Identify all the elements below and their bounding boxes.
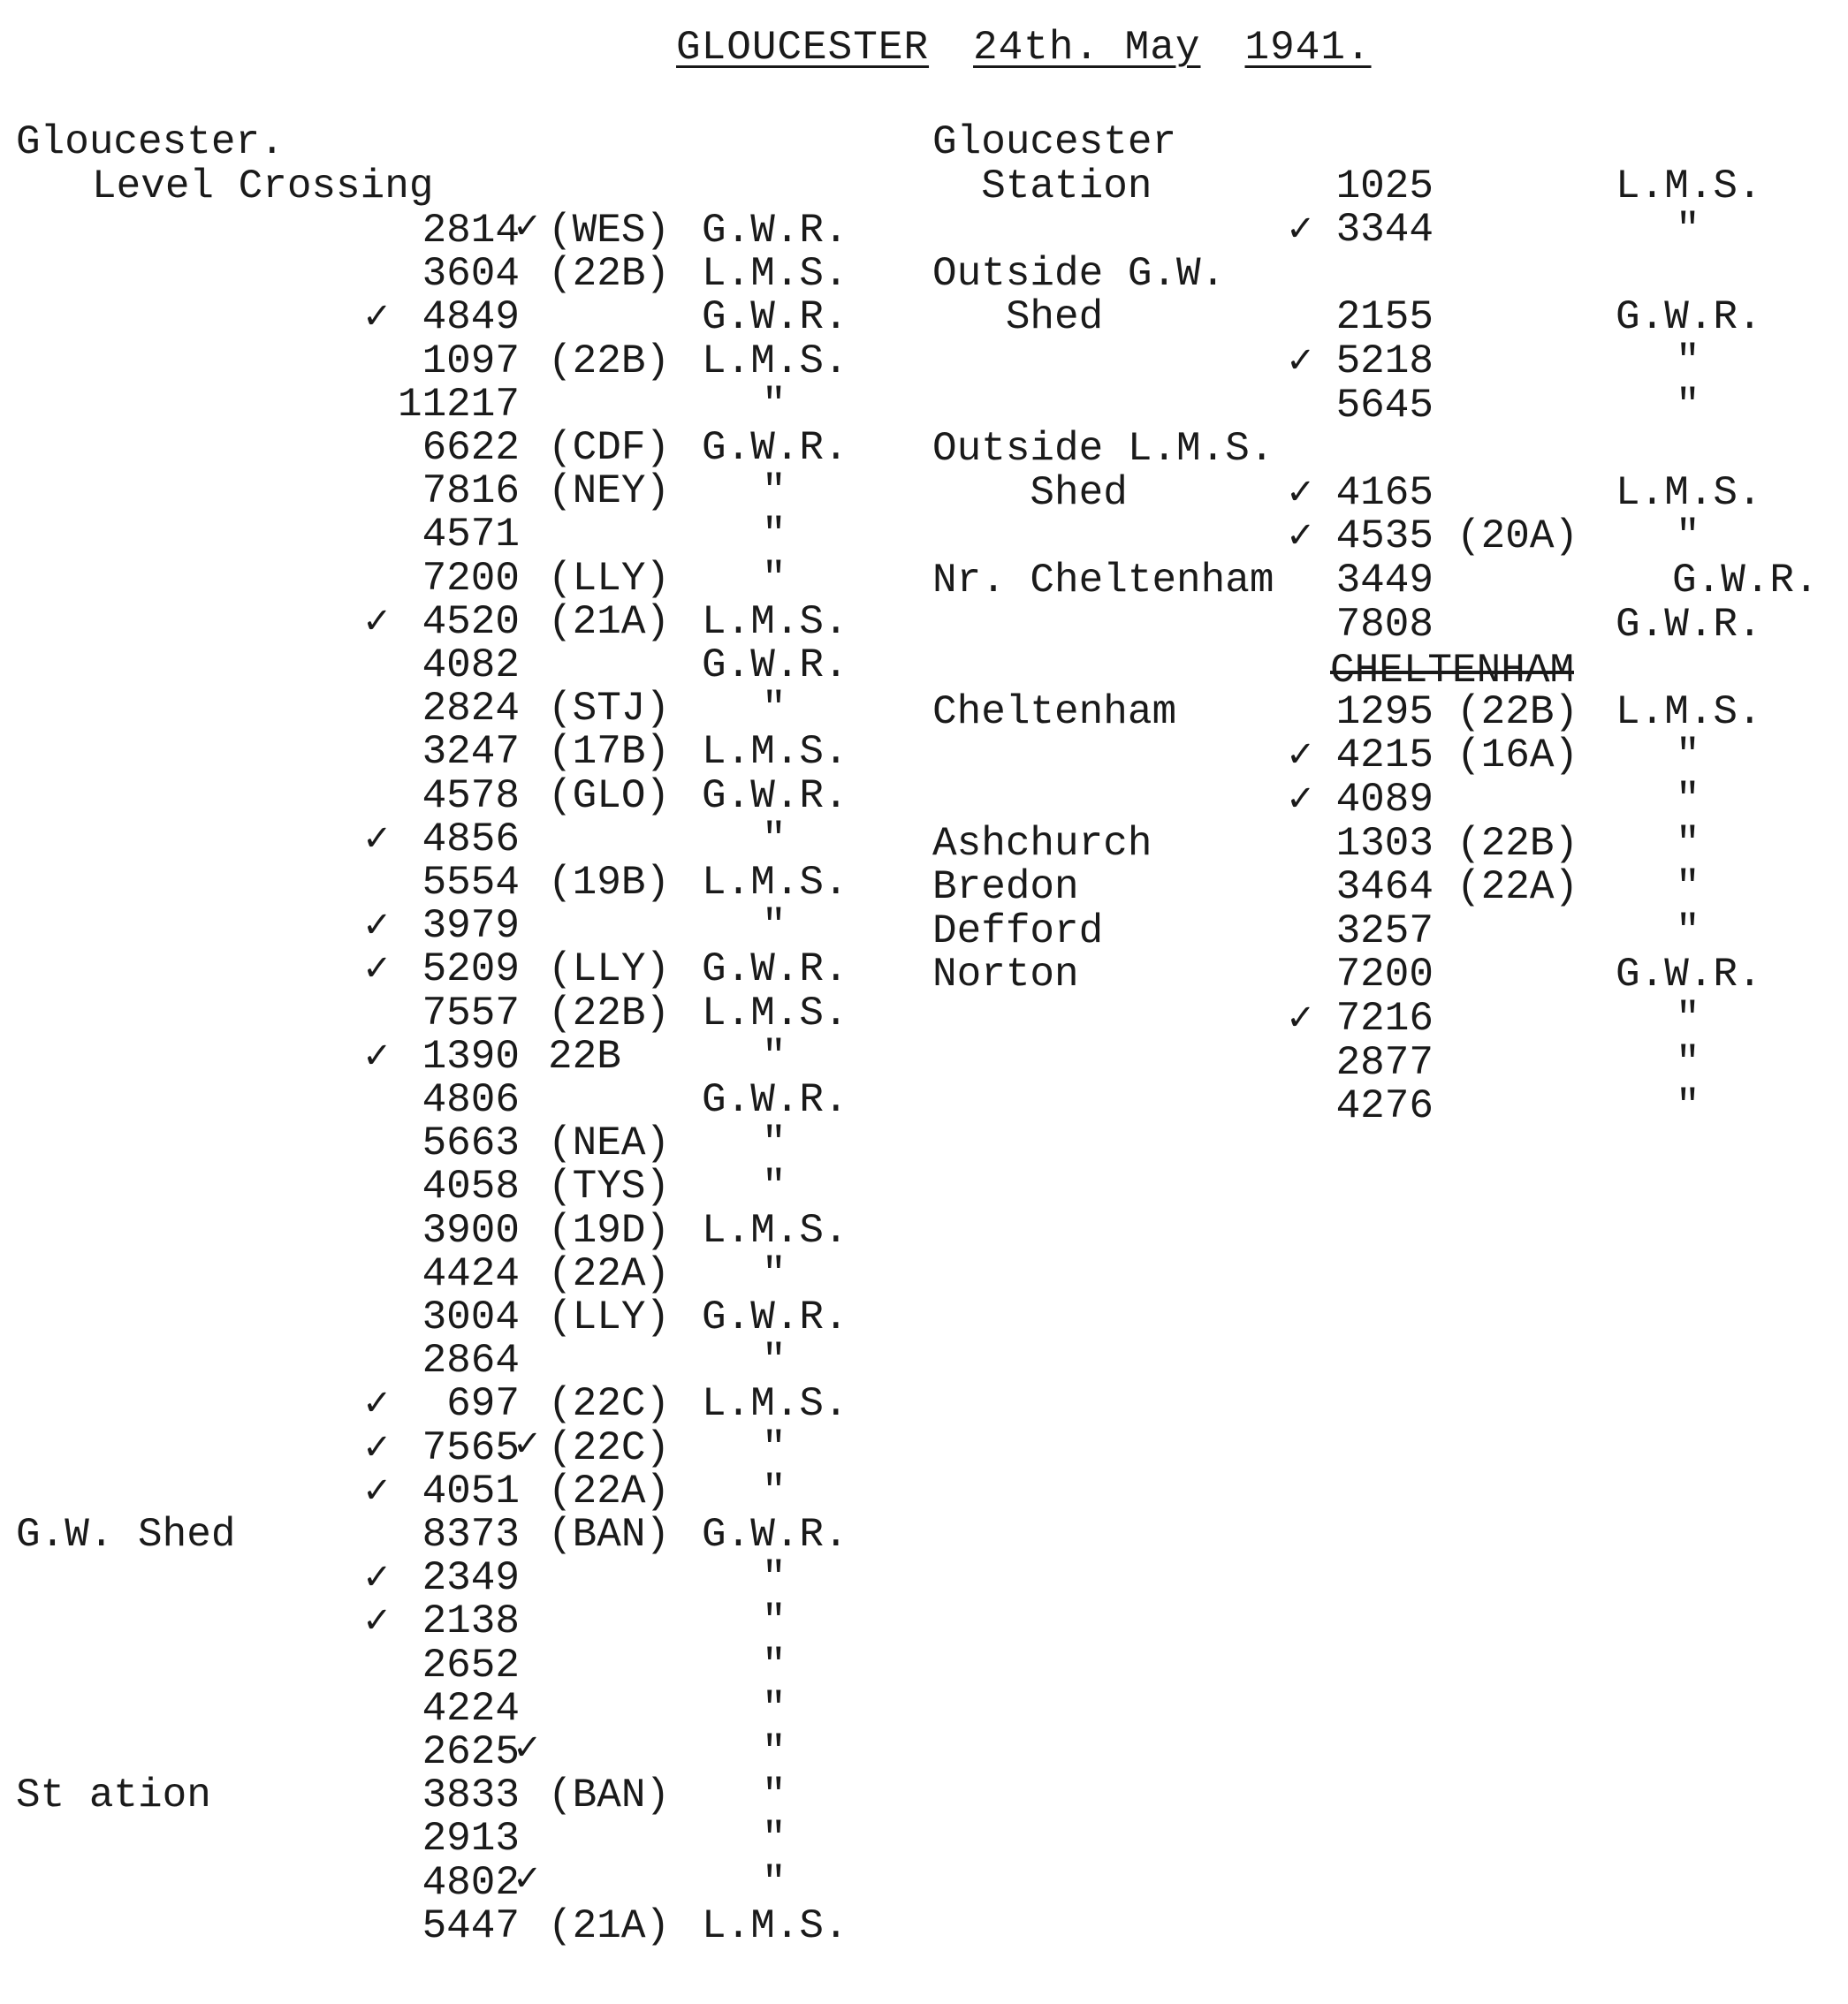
location-label: Station [932, 163, 1152, 209]
shed-code: (STJ) [548, 686, 671, 732]
railway-company: G.W.R. [702, 946, 848, 992]
railway-company: " [762, 1034, 787, 1080]
railway-company: " [1676, 1040, 1700, 1086]
railway-company: " [1676, 908, 1700, 954]
shed-code: (TYS) [548, 1164, 671, 1210]
engine-number: 2864 [422, 1338, 520, 1384]
engine-number: 2652 [422, 1643, 520, 1689]
railway-company: " [762, 686, 787, 732]
page-title [676, 25, 1372, 71]
shed-code: (LLY) [548, 556, 671, 602]
railway-company: " [762, 1120, 787, 1166]
railway-company: L.M.S. [702, 338, 848, 384]
left-heading-1: Gloucester. [16, 119, 285, 165]
tick-mark: ✓ [513, 1727, 543, 1768]
railway-company: " [762, 1772, 787, 1818]
railway-company: " [1676, 383, 1700, 429]
shed-code: (22A) [1456, 864, 1579, 910]
shed-code: (22A) [548, 1469, 671, 1514]
location-label: Outside L.M.S. [932, 426, 1274, 472]
engine-number: 3604 [422, 251, 520, 297]
railway-company: L.M.S. [702, 1208, 848, 1254]
engine-number: 5218 [1335, 338, 1434, 384]
engine-number: 4571 [422, 512, 520, 558]
engine-number: 4578 [422, 773, 520, 819]
railway-company: " [762, 1251, 787, 1297]
railway-company: " [1676, 513, 1700, 559]
shed-code: (19B) [548, 860, 671, 906]
railway-company: " [762, 1643, 787, 1689]
check-mark: ✓ [362, 296, 392, 337]
railway-company: " [1676, 821, 1700, 867]
engine-number: 4424 [422, 1251, 520, 1297]
check-mark: ✓ [362, 1036, 392, 1076]
engine-number: 1295 [1335, 689, 1434, 735]
location-label: Outside G.W. [932, 251, 1226, 297]
check-mark: ✓ [362, 905, 392, 945]
check-mark: ✓ [1286, 778, 1316, 819]
check-mark: ✓ [362, 1600, 392, 1641]
engine-number: 7200 [422, 556, 520, 602]
engine-number: 4849 [422, 294, 520, 340]
engine-number: 4089 [1335, 777, 1434, 823]
engine-number: 4856 [422, 816, 520, 862]
engine-number: 3464 [1335, 864, 1434, 910]
title-date: 24th. May [973, 25, 1201, 71]
engine-number: 8373 [422, 1512, 520, 1558]
shed-code: (16A) [1456, 733, 1579, 778]
engine-number: 1025 [1335, 163, 1434, 209]
railway-company: G.W.R. [1616, 602, 1762, 648]
engine-number: 3833 [422, 1772, 520, 1818]
railway-company: " [762, 1164, 787, 1210]
location-label: Nr. Cheltenham [932, 558, 1274, 603]
check-mark: ✓ [1286, 734, 1316, 775]
check-mark: ✓ [1286, 998, 1316, 1038]
railway-company: L.M.S. [702, 991, 848, 1036]
location-label: G.W. Shed [16, 1512, 236, 1558]
railway-company: L.M.S. [1616, 470, 1762, 516]
engine-number: 5645 [1335, 383, 1434, 429]
location-label: Bredon [932, 864, 1079, 910]
engine-number: 2913 [422, 1816, 520, 1862]
title-place: GLOUCESTER [676, 25, 930, 71]
railway-company: G.W.R. [702, 1512, 848, 1558]
engine-number: 2824 [422, 686, 520, 732]
shed-code: (CDF) [548, 425, 671, 471]
railway-company: G.W.R. [702, 208, 848, 254]
shed-code: (WES) [548, 208, 671, 254]
railway-company: L.M.S. [702, 1903, 848, 1949]
tick-mark: ✓ [513, 1423, 543, 1464]
railway-company: " [762, 1469, 787, 1514]
check-mark: ✓ [362, 1427, 392, 1468]
shed-code: (21A) [548, 1903, 671, 1949]
left-heading-2: Level Crossing [92, 163, 434, 209]
shed-code: (22B) [1456, 821, 1579, 867]
railway-company: L.M.S. [702, 860, 848, 906]
railway-company: " [762, 1729, 787, 1775]
shed-code: (22B) [548, 991, 671, 1036]
railway-company: " [762, 1686, 787, 1732]
check-mark: ✓ [362, 601, 392, 641]
railway-company: L.M.S. [1616, 689, 1762, 735]
tick-mark: ✓ [513, 1858, 543, 1899]
engine-number: 3979 [422, 903, 520, 949]
shed-code: (NEY) [548, 468, 671, 514]
railway-company: " [762, 1338, 787, 1384]
check-mark: ✓ [362, 948, 392, 989]
engine-number: 3344 [1335, 207, 1434, 253]
engine-number: 7808 [1335, 602, 1434, 648]
railway-company: L.M.S. [702, 251, 848, 297]
engine-number: 6622 [422, 425, 520, 471]
engine-number: 4224 [422, 1686, 520, 1732]
engine-number: 2877 [1335, 1040, 1434, 1086]
railway-company: G.W.R. [702, 773, 848, 819]
engine-number: 5663 [422, 1120, 520, 1166]
shed-code: (20A) [1456, 513, 1579, 559]
engine-number: 7816 [422, 468, 520, 514]
engine-number: 11217 [397, 382, 520, 428]
engine-number: 2814 [422, 208, 520, 254]
railway-company: G.W.R. [702, 425, 848, 471]
railway-company: " [1676, 777, 1700, 823]
shed-code: (19D) [548, 1208, 671, 1254]
shed-code: (22A) [548, 1251, 671, 1297]
railway-company: " [1676, 996, 1700, 1042]
engine-number: 3449 [1335, 558, 1434, 603]
location-label: Norton [932, 952, 1079, 998]
engine-number: 1303 [1335, 821, 1434, 867]
shed-code: 22B [548, 1034, 621, 1080]
railway-company: " [762, 1555, 787, 1601]
engine-number: 4058 [422, 1164, 520, 1210]
engine-number: 3257 [1335, 908, 1434, 954]
check-mark: ✓ [362, 818, 392, 859]
railway-company: L.M.S. [702, 729, 848, 775]
railway-company: " [762, 903, 787, 949]
engine-number: 2138 [422, 1598, 520, 1644]
engine-number: 7565 [422, 1425, 520, 1471]
shed-code: (22B) [548, 251, 671, 297]
engine-number: 4165 [1335, 470, 1434, 516]
check-mark: ✓ [1286, 209, 1316, 249]
title-year: 1941. [1244, 25, 1372, 71]
location-label: St ation [16, 1772, 211, 1818]
railway-company: " [1676, 864, 1700, 910]
location-label: Cheltenham [932, 689, 1177, 735]
shed-code: (22C) [548, 1381, 671, 1427]
railway-company: " [762, 512, 787, 558]
railway-company: G.W.R. [702, 1077, 848, 1123]
struck-text: CHELTENHAM [1330, 648, 1575, 694]
check-mark: ✓ [1286, 340, 1316, 381]
location-label: Shed [932, 470, 1128, 516]
location-label: Gloucester [932, 119, 1177, 165]
location-label: Defford [932, 908, 1104, 954]
railway-company: " [762, 1860, 787, 1906]
engine-number: 1390 [422, 1034, 520, 1080]
check-mark: ✓ [1286, 472, 1316, 512]
engine-number: 4082 [422, 642, 520, 688]
engine-number: 2625 [422, 1729, 520, 1775]
railway-company: " [1676, 207, 1700, 253]
railway-company: " [762, 468, 787, 514]
railway-company: " [1676, 733, 1700, 778]
check-mark: ✓ [362, 1470, 392, 1511]
railway-company: L.M.S. [1616, 163, 1762, 209]
shed-code: (LLY) [548, 946, 671, 992]
engine-number: 3247 [422, 729, 520, 775]
railway-company: " [762, 1598, 787, 1644]
railway-company: G.W.R. [702, 294, 848, 340]
engine-number: 5209 [422, 946, 520, 992]
engine-number: 4276 [1335, 1083, 1434, 1129]
location-label: Ashchurch [932, 821, 1152, 867]
check-mark: ✓ [1286, 515, 1316, 556]
engine-number: 5447 [422, 1903, 520, 1949]
engine-number: 4806 [422, 1077, 520, 1123]
railway-company: L.M.S. [702, 599, 848, 645]
check-mark: ✓ [362, 1383, 392, 1423]
shed-code: (17B) [548, 729, 671, 775]
engine-number: 2155 [1335, 294, 1434, 340]
engine-number: 4802 [422, 1860, 520, 1906]
shed-code: (BAN) [548, 1512, 671, 1558]
shed-code: (22B) [548, 338, 671, 384]
engine-number: 2349 [422, 1555, 520, 1601]
railway-company: " [762, 1816, 787, 1862]
shed-code: (GLO) [548, 773, 671, 819]
engine-number: 5554 [422, 860, 520, 906]
railway-company: " [762, 1425, 787, 1471]
railway-company: " [762, 816, 787, 862]
engine-number: 4215 [1335, 733, 1434, 778]
engine-number: 7557 [422, 991, 520, 1036]
engine-number: 3004 [422, 1294, 520, 1340]
railway-company: " [762, 382, 787, 428]
check-mark: ✓ [362, 1557, 392, 1598]
engine-number: 4535 [1335, 513, 1434, 559]
engine-number: 697 [446, 1381, 520, 1427]
shed-code: (22C) [548, 1425, 671, 1471]
shed-code: (NEA) [548, 1120, 671, 1166]
tick-mark: ✓ [513, 206, 543, 247]
engine-number: 7200 [1335, 952, 1434, 998]
engine-number: 4051 [422, 1469, 520, 1514]
location-label: Shed [932, 294, 1104, 340]
railway-company: " [1676, 1083, 1700, 1129]
engine-number: 4520 [422, 599, 520, 645]
shed-code: (21A) [548, 599, 671, 645]
shed-code: (BAN) [548, 1772, 671, 1818]
railway-company: G.W.R. [1616, 294, 1762, 340]
engine-number: 1097 [422, 338, 520, 384]
engine-number: 7216 [1335, 996, 1434, 1042]
railway-company: G.W.R. [702, 642, 848, 688]
engine-number: 3900 [422, 1208, 520, 1254]
railway-company: " [1676, 338, 1700, 384]
railway-company: " [762, 556, 787, 602]
railway-company: G.W.R. [1672, 558, 1819, 603]
shed-code: (22B) [1456, 689, 1579, 735]
railway-company: G.W.R. [1616, 952, 1762, 998]
shed-code: (LLY) [548, 1294, 671, 1340]
railway-company: L.M.S. [702, 1381, 848, 1427]
railway-company: G.W.R. [702, 1294, 848, 1340]
